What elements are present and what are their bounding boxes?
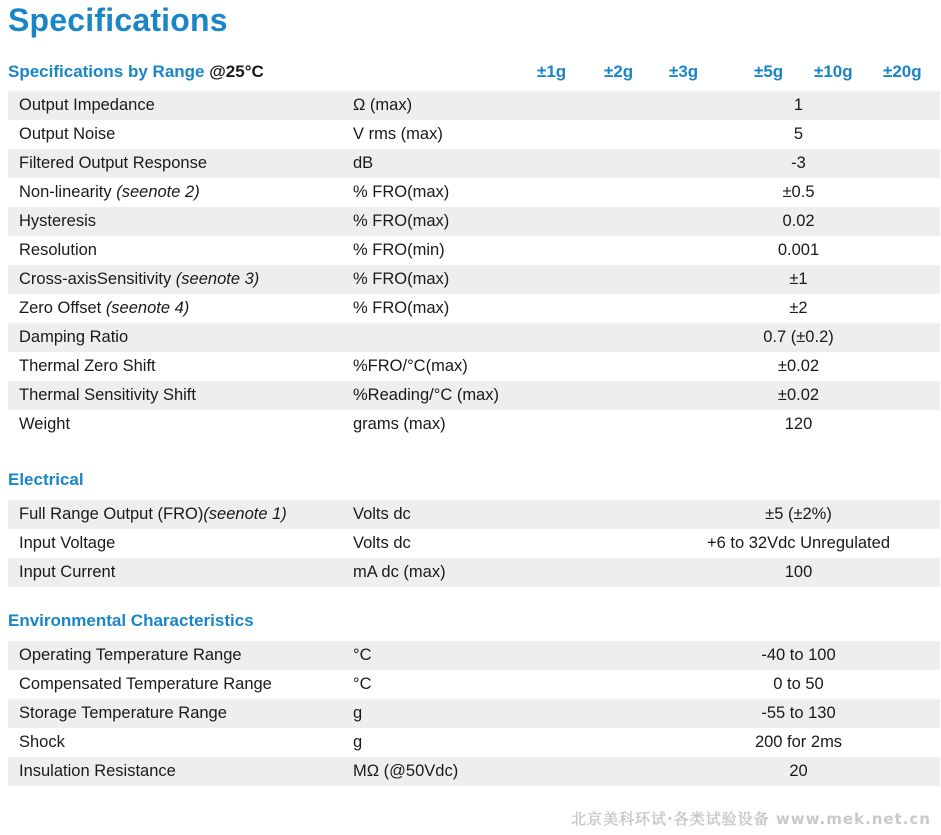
parameter-name: Damping Ratio (19, 328, 129, 346)
spec-parameter (8, 91, 353, 120)
spec-unit: % FRO(max) (353, 294, 621, 323)
spec-unit: % FRO(min) (353, 236, 621, 265)
spec-value: ±0.02 (621, 381, 940, 410)
environmental-section-title: Environmental Characteristics (8, 611, 254, 630)
spec-unit: °C (353, 670, 621, 699)
spec-unit (353, 323, 621, 352)
spec-parameter (8, 207, 353, 236)
spec-value: ±2 (621, 294, 940, 323)
parameter-name: Input Current (19, 563, 116, 581)
table-row (8, 410, 940, 439)
parameter-name: Thermal Sensitivity Shift (19, 386, 196, 404)
spec-unit: Volts dc (353, 529, 621, 558)
table-row (8, 236, 940, 265)
spec-parameter (8, 265, 353, 294)
spec-unit: % FRO(max) (353, 265, 621, 294)
spec-parameter (8, 381, 353, 410)
spec-parameter (8, 120, 353, 149)
spec-unit: grams (max) (353, 410, 621, 439)
spec-value: 100 (621, 558, 940, 587)
spec-value: +6 to 32Vdc Unregulated (621, 529, 940, 558)
electrical-spec-table (8, 500, 940, 587)
range-20g: ±20g (883, 62, 922, 81)
spec-value: -40 to 100 (621, 641, 940, 670)
parameter-note: (seenote 2) (116, 183, 200, 201)
table-row (8, 757, 940, 786)
range-3g: ±3g (669, 62, 699, 81)
spec-unit: g (353, 728, 621, 757)
table-row (8, 178, 940, 207)
spec-value: ±0.5 (621, 178, 940, 207)
parameter-name: Compensated Temperature Range (19, 675, 272, 693)
spec-value: ±5 (±2%) (621, 500, 940, 529)
range-5g: ±5g (754, 62, 784, 81)
range-spec-table (8, 91, 940, 439)
table-row (8, 558, 940, 587)
parameter-name: Thermal Zero Shift (19, 357, 156, 375)
spec-value: 0.7 (±0.2) (621, 323, 940, 352)
spec-value: -3 (621, 149, 940, 178)
spec-parameter (8, 149, 353, 178)
spec-parameter (8, 352, 353, 381)
spec-value: 5 (621, 120, 940, 149)
spec-parameter (8, 558, 353, 587)
parameter-name: Operating Temperature Range (19, 646, 242, 664)
spec-unit: Ω (max) (353, 91, 621, 120)
spec-value: ±0.02 (621, 352, 940, 381)
spec-unit: %FRO/°C(max) (353, 352, 621, 381)
spec-parameter (8, 529, 353, 558)
spec-value: 200 for 2ms (621, 728, 940, 757)
parameter-name: Storage Temperature Range (19, 704, 227, 722)
table-row (8, 91, 940, 120)
spec-value: -55 to 130 (621, 699, 940, 728)
spec-unit: mA dc (max) (353, 558, 621, 587)
table-row (8, 352, 940, 381)
table-row (8, 323, 940, 352)
table-row (8, 120, 940, 149)
environmental-spec-table (8, 641, 940, 786)
range-header (8, 60, 938, 84)
table-row (8, 381, 940, 410)
table-row (8, 149, 940, 178)
parameter-name: Insulation Resistance (19, 762, 176, 780)
parameter-note: (seenote 3) (175, 270, 260, 288)
spec-parameter (8, 323, 353, 352)
spec-parameter (8, 294, 353, 323)
spec-unit: % FRO(max) (353, 178, 621, 207)
spec-unit: %Reading/°C (max) (353, 381, 621, 410)
electrical-section-title: Electrical (8, 470, 84, 489)
parameter-name: Output Impedance (19, 96, 155, 114)
spec-parameter (8, 236, 353, 265)
parameter-name: Resolution (19, 241, 97, 259)
spec-value: 0 to 50 (621, 670, 940, 699)
spec-unit: % FRO(max) (353, 207, 621, 236)
spec-value: 0.02 (621, 207, 940, 236)
table-row (8, 265, 940, 294)
spec-unit: dB (353, 149, 621, 178)
spec-unit: °C (353, 641, 621, 670)
parameter-name: Weight (19, 415, 71, 433)
spec-parameter (8, 500, 353, 529)
spec-parameter (8, 728, 353, 757)
watermark: 北京美科环试·各类试验设备 www.mek.net.cn (570, 810, 931, 828)
parameter-note: (seenote 4) (105, 299, 190, 317)
spec-parameter (8, 410, 353, 439)
table-row (8, 294, 940, 323)
spec-parameter (8, 178, 353, 207)
table-row (8, 529, 940, 558)
spec-unit: Volts dc (353, 500, 621, 529)
page-title: Specifications (8, 2, 228, 38)
spec-parameter (8, 670, 353, 699)
parameter-name: Output Noise (19, 125, 116, 143)
parameter-name: Input Voltage (19, 534, 116, 552)
parameter-name: Full Range Output (FRO) (19, 505, 204, 523)
table-row (8, 500, 940, 529)
parameter-name: Hysteresis (19, 212, 97, 230)
spec-value: 0.001 (621, 236, 940, 265)
parameter-name: Cross-axisSensitivity (19, 270, 176, 288)
spec-value: 120 (621, 410, 940, 439)
range-2g: ±2g (604, 62, 634, 81)
spec-unit: MΩ (@50Vdc) (353, 757, 621, 786)
table-row (8, 728, 940, 757)
spec-parameter (8, 757, 353, 786)
parameter-name: Shock (19, 733, 65, 751)
table-row (8, 641, 940, 670)
spec-unit: g (353, 699, 621, 728)
spec-value: ±1 (621, 265, 940, 294)
spec-parameter (8, 699, 353, 728)
parameter-note: (seenote 1) (203, 505, 287, 523)
range-1g: ±1g (537, 62, 567, 81)
spec-parameter (8, 641, 353, 670)
parameter-name: Zero Offset (19, 299, 106, 317)
parameter-name: Non-linearity (19, 183, 117, 201)
spec-unit: V rms (max) (353, 120, 621, 149)
range-section-title: Specifications by Range @25°C (8, 62, 264, 81)
spec-value: 20 (621, 757, 940, 786)
parameter-name: Filtered Output Response (19, 154, 208, 172)
spec-value: 1 (621, 91, 940, 120)
temperature-condition: @25°C (209, 62, 264, 81)
table-row (8, 670, 940, 699)
table-row (8, 699, 940, 728)
table-row (8, 207, 940, 236)
range-10g: ±10g (814, 62, 853, 81)
